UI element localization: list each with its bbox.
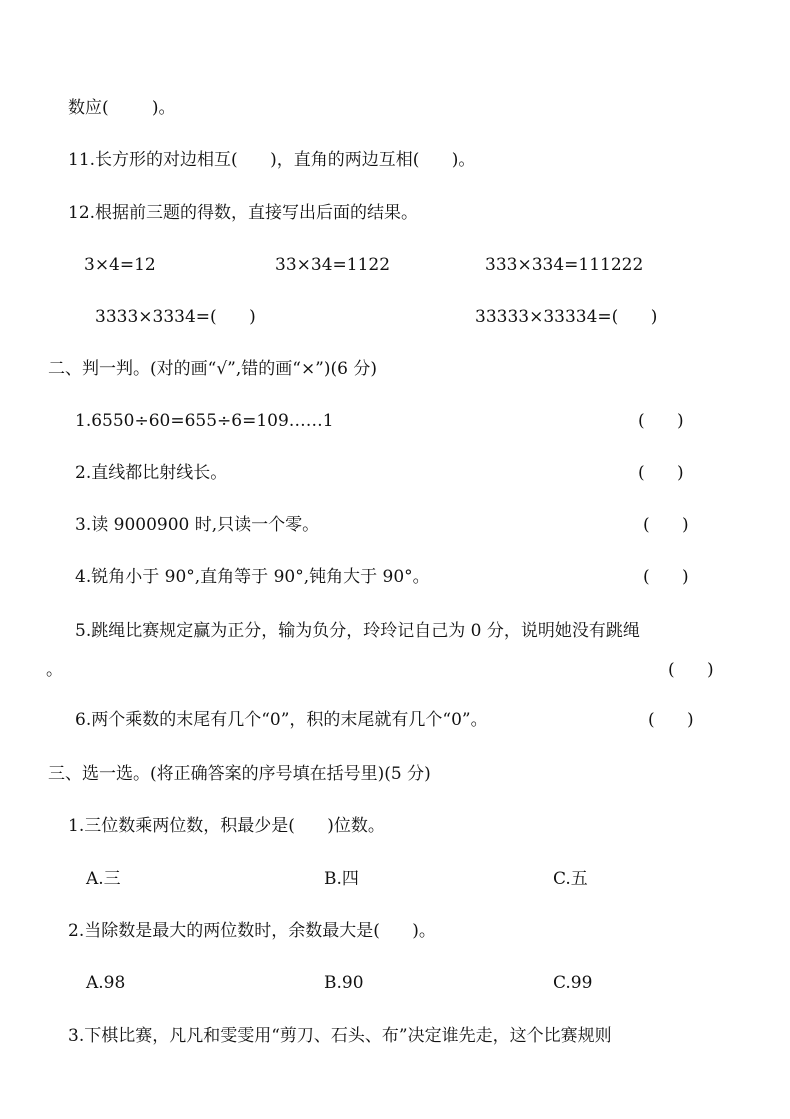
answer-blank-5: ( ) (668, 660, 714, 680)
calc-3x4: 3×4=12 (84, 255, 156, 275)
judge-item-5: 5.跳绳比赛规定赢为正分，输为负分，玲玲记自己为 0 分，说明她没有跳绳 (75, 621, 640, 641)
choice-question-3: 3.下棋比赛，凡凡和雯雯用“剪刀、石头、布”决定谁先走，这个比赛规则 (68, 1026, 612, 1046)
choice-1-option-b: B.四 (324, 869, 359, 889)
judge-item-2: 2.直线都比射线长。 (75, 463, 228, 483)
calc-3333x3334: 3333×3334=( ) (95, 307, 256, 327)
calc-33333x33334: 33333×33334=( ) (475, 307, 658, 327)
answer-blank-3: ( ) (643, 515, 689, 535)
judge-item-1: 1.6550÷60=655÷6=109……1 (75, 411, 334, 431)
section-2-title: 二、判一判。(对的画“√”,错的画“×”)(6 分) (48, 359, 377, 379)
continuation-line: 数应( )。 (68, 98, 176, 118)
judge-item-3: 3.读 9000900 时,只读一个零。 (75, 515, 320, 535)
question-11: 11.长方形的对边相互( )，直角的两边互相( )。 (68, 150, 476, 170)
answer-blank-6: ( ) (648, 710, 694, 730)
judge-item-6: 6.两个乘数的末尾有几个“0”，积的末尾就有几个“0”。 (75, 710, 488, 730)
choice-1-option-a: A.三 (86, 869, 121, 889)
answer-blank-2: ( ) (638, 463, 684, 483)
judge-item-4: 4.锐角小于 90°,直角等于 90°,钝角大于 90°。 (75, 567, 430, 587)
calc-33x34: 33×34=1122 (275, 255, 391, 275)
choice-question-2: 2.当除数是最大的两位数时，余数最大是( )。 (68, 921, 436, 941)
question-12: 12.根据前三题的得数，直接写出后面的结果。 (68, 203, 419, 223)
choice-question-1: 1.三位数乘两位数，积最少是( )位数。 (68, 816, 385, 836)
choice-2-option-b: B.90 (324, 973, 364, 993)
choice-2-option-c: C.99 (553, 973, 593, 993)
answer-blank-1: ( ) (638, 411, 684, 431)
choice-1-option-c: C.五 (553, 869, 588, 889)
choice-2-option-a: A.98 (86, 973, 126, 993)
calc-333x334: 333×334=111222 (485, 255, 644, 275)
judge-item-5-continuation: 。 (46, 660, 63, 680)
section-3-title: 三、选一选。(将正确答案的序号填在括号里)(5 分) (48, 764, 431, 784)
answer-blank-4: ( ) (643, 567, 689, 587)
